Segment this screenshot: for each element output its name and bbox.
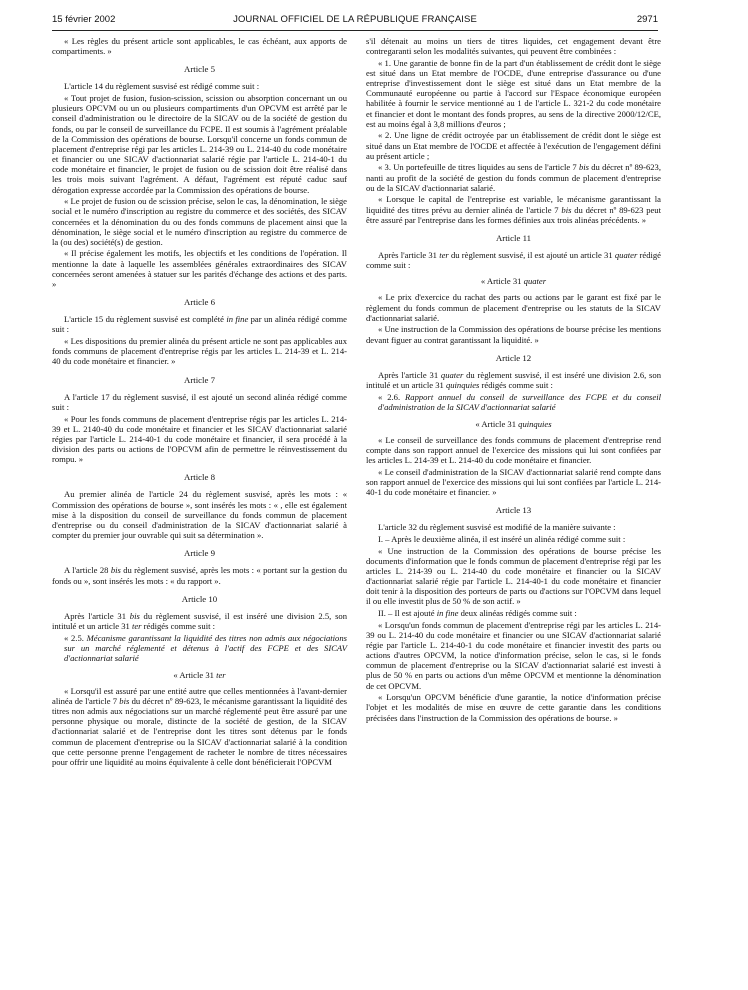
article-title: Article 6 [183,297,216,308]
paragraph: II. – Il est ajouté in fine deux alinéas rédigés comme suit : [378,608,577,618]
paragraph: « Pour les fonds communs de placement d'entreprise régis par les articles L. 214-39 et L. 2140-40 du code monétaire et financier et les SICAV d'actionnariat salarié régies par l'article L. 214-40-1 du code monétaire et financier, il sera procédé à la division des parts ou actions de l'OPCVM afin de permettre le réinvestissement du rompu. » [52,413,347,465]
page-header [52,14,658,28]
paragraph: « Une instruction de la Commission des opérations de bourse précise les mentions devant figuer au contrat garantissant la liquidité. » [366,324,661,345]
paragraph: « Une instruction de la Commission des opérations de bourse précise les documents d'information que le fonds commun de placement d'entreprise régi par les articles L. 214-39 ou L. 214-40 du code monétaire et financier ou la SICAV d'actionnariat salarié régie par l'article L. 214-40-1 du code monétaire et financier doit tenir à la disposition des porteurs de parts ou d'actions sur l'OPCVM dans lequel il ou elle investit plus de 50 % de son actif. » [366,545,661,607]
paragraph: A l'article 28 bis du règlement susvisé, après les mots : « portant sur la gestion du fonds ou », sont insérés les mots : « du rapport ». [52,565,347,586]
article-title: Article 9 [183,548,216,559]
paragraph: « Lorsque le capital de l'entreprise est variable, le mécanisme garantissant la liquidité des titres prévu au dernier alinéa de l'article 7 bis du décret nº 89-623 peut être assuré par l'entreprise dans les formes définies aux trois alinéas précédents. » [366,194,661,225]
paragraph: « Les règles du présent article sont applicables, le cas échéant, aux apports de compartiments. » [52,36,347,57]
article-title: Article 5 [183,64,216,75]
paragraph: « Lorsqu'un fonds commun de placement d'entreprise régi par les articles L. 214-39 ou L. 214-40 du code monétaire et financier ou une SICAV d'actionnariat salarié régie par l'article L. 214-40-1 du code monétaire et financier investit des parts ou actions d'autres OPCVM, la notice d'information précise, selon le cas, si le fonds commun de placement d'entreprise ou la SICAV d'actionnariat salarié est investi à plus de 50 % en parts ou actions d'un même OPCVM et mentionne la dénomination de cet OPCVM. [366,619,661,691]
header-journal-title: JOURNAL OFFICIEL DE LA RÉPUBLIQUE FRANÇAISE [233,14,477,25]
paragraph: I. – Après le deuxième alinéa, il est inséré un alinéa rédigé comme suit : [378,533,626,544]
article-title: Article 13 [495,505,532,516]
paragraph: « Le conseil d'administration de la SICAV d'actionnariat salarié rend compte dans son rapport annuel de l'exercice des missions qui lui sont confiées par l'article L. 214-40-1 du code monétaire et financier. » [366,466,661,497]
right-column [366,36,661,724]
division-heading: « 2.5. Mécanisme garantissant la liquidité des titres non admis aux négociations sur un marché réglementé et détenus à l'actif des FCPE et des SICAV d'actionnariat salarié [64,633,347,664]
paragraph: Après l'article 31 ter du règlement susvisé, il est ajouté un article 31 quater rédigé comme suit : [366,249,661,271]
article-subtitle: « Article 31 quater [480,276,547,287]
article-title: Article 7 [183,374,216,385]
paragraph: « Le projet de fusion ou de scission précise, selon le cas, la dénomination, le siège social et le numéro d'inscription au registre du commerce et des sociétés, des SICAV concernées et la dénomination du ou des fonds communs de placement ainsi que la dénomination, le siège social et le numéro d'inscription au registre du commerce de la (ou des) société(s) de gestion. [52,196,347,247]
paragraph: « 2. Une ligne de crédit octroyée par un établissement de crédit dont le siège est situé dans un Etat membre de l'OCDE et affectée à l'exécution de l'engagement défini au présent article ; [366,130,661,161]
article-subtitle: « Article 31 quinquies [475,418,552,429]
article-title: Article 8 [183,472,216,483]
article-subtitle: « Article 31 ter [173,669,226,680]
article-title: Article 11 [495,232,532,243]
paragraph: « Tout projet de fusion, fusion-scission, scission ou absorption concernant un ou plusieurs OPCVM ou un ou plusieurs compartiments d'un OPCVM est arrêté par le conseil d'administration ou le directoire de la SICAV ou de la société de gestion du fonds, ou par le conseil de surveillance du FCPE. Il est soumis à l'agrément préalable de la Commission des opérations de bourse. Lorsqu'il concerne un fonds commun de placement d'entreprise régi par les articles L. 214-39 ou L. 214-40 du code monétaire et financier ou une SICAV d'actionnariat salarié régie par l'article L. 214-40-1 du code monétaire et financier, le projet de fusion ou de scission doit être réalisé dans les trois mois suivant l'agrément. A défaut, l'agrément est réputé caduc sauf dérogation expresse accordée par la Commission des opérations de bourse. [52,93,347,195]
paragraph: s'il détenait au moins un tiers de titres liquides, cet engagement devant être contregaranti selon les modalités suivantes, qui peuvent être combinées : [366,36,661,57]
paragraph: Au premier alinéa de l'article 24 du règlement susvisé, après les mots : « Commission des opérations de bourse », sont insérés les mots : « , elle est également mise à la disposition du conseil de surveillance du fonds commun de placement d'entreprise ou du conseil d'administration de la SICAV d'actionnariat salarié à compter du premier jour ouvrable qui suit sa détermination ». [52,489,347,541]
paragraph: A l'article 17 du règlement susvisé, il est ajouté un second alinéa rédigé comme suit : [52,391,347,412]
header-date: 15 février 2002 [52,14,116,25]
paragraph: « Il précise également les motifs, les objectifs et les conditions de l'opération. Il mentionne la date à laquelle les assemblées générales extraordinaires des SICAV concernées seront amenées à statuer sur les parités d'échange des actions et des parts. » [52,248,347,289]
header-rule [52,30,658,31]
paragraph: « 3. Un portefeuille de titres liquides au sens de l'article 7 bis du décret nº 89-623, nanti au profit de la société de gestion du fonds commun de placement d'entreprise ou de la SICAV d'actionnariat salarié. [366,162,661,193]
paragraph: « Le conseil de surveillance des fonds communs de placement d'entreprise rend compte dans son rapport annuel de l'exercice des missions qui lui sont confiées par les articles L. 214-39 et L. 214-40 du code monétaire et financier. [366,434,661,465]
paragraph: « Le prix d'exercice du rachat des parts ou actions par le garant est fixé par le règlement du fonds commun de placement d'entreprise ou les statuts de la SICAV d'actionnariat salarié. [366,292,661,323]
article-title: Article 12 [495,352,532,363]
paragraph: L'article 15 du règlement susvisé est complété in fine par un alinéa rédigé comme suit : [52,314,347,335]
paragraph: « Les dispositions du premier alinéa du présent article ne sont pas applicables aux fonds communs de placement d'entreprise régis par les articles L. 214-39 et L. 214-40 du code monétaire et financier. » [52,336,347,367]
article-title: Article 10 [181,593,218,604]
paragraph: L'article 32 du règlement susvisé est modifié de la manière suivante : [378,522,616,533]
paragraph: « Lorsqu'un OPCVM bénéficie d'une garantie, la notice d'information précise l'objet et les modalités de mise en œuvre de cette garantie dans les conditions précisées dans l'instruction de la Commission des opérations de bourse. » [366,692,661,723]
paragraph: « 1. Une garantie de bonne fin de la part d'un établissement de crédit dont le siège est situé dans un Etat membre de l'OCDE, d'une entreprise d'assurance ou d'une entreprise d'investissement dont le siège est situé dans un Etat membre de la Communauté européenne ou partie à l'accord sur l'Espace économique européen habilitée à fournir le service mentionné au 1 de l'article L. 321-2 du code monétaire et financier et dont le montant des fonds propres, au sens de la directive 2000/12/CE, est au moins égal à 3,8 millions d'euros ; [366,57,661,129]
paragraph: L'article 14 du règlement susvisé est rédigé comme suit : [64,81,260,92]
paragraph: Après l'article 31 quater du règlement susvisé, il est inséré une division 2.6, son intitulé et un article 31 quinquies rédigés comme suit : [366,369,661,391]
paragraph: Après l'article 31 bis du règlement susvisé, il est inséré une division 2.5, son intitulé et un article 31 ter rédigés comme suit : [52,610,348,631]
division-heading: « 2.6. Rapport annuel du conseil de surveillance des FCPE et du conseil d'administration de la SICAV d'actionnariat salarié [378,392,661,413]
header-page-number: 2971 [636,14,658,25]
paragraph: « Lorsqu'il est assuré par une entité autre que celles mentionnées à l'avant-dernier alinéa de l'article 7 bis du décret nº 89-623, le mécanisme garantissant la liquidité des titres non admis aux négociations sur un marché réglementé peut être assuré par une personne physique ou morale, distincte de la société de gestion, de la SICAV d'actionnariat salarié et de l'entreprise dont les titres sont détenus par le fonds commun de placement d'entreprise ou la SICAV d'actionnariat salarié à la condition que cette personne prenne l'engagement de racheter le nombre de titres nécessaires pour offrir une liquidité au moins équivalente à celle dont bénéficierait l'OPCVM [52,685,347,767]
left-column [52,36,347,769]
